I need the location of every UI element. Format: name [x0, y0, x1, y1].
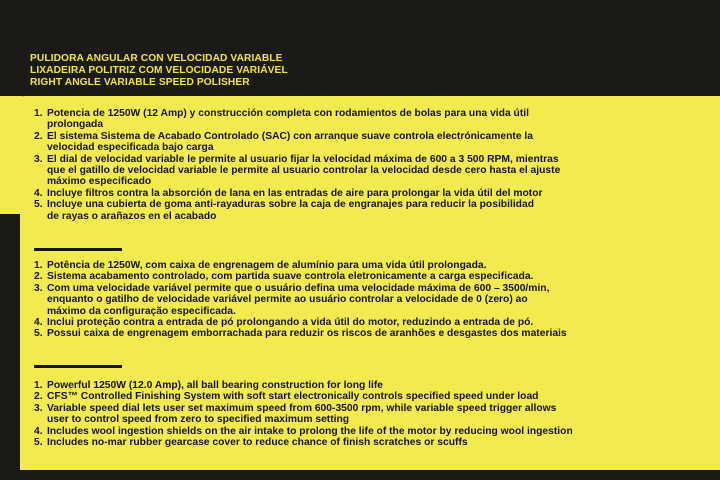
item-number: 3.: [34, 402, 43, 414]
portuguese-features: [34, 260, 714, 340]
item-line: Possui caixa de engrenagem emborrachada para reduzir os riscos de aranhões e desgastes dos materiais: [47, 328, 567, 340]
feature-list: [34, 380, 714, 448]
list-item: [34, 426, 714, 437]
list-item: [34, 380, 714, 391]
item-line: El sistema Sistema de Acabado Controlado (SAC) con arranque suave controla electrónicamente la: [47, 130, 533, 142]
feature-list: [34, 260, 714, 340]
item-number: 2.: [34, 130, 43, 142]
item-line: Com uma velocidade variável permite que o usuário defina uma velocidade máxima de 600 – 3500/min,: [47, 282, 550, 294]
item-number: 4.: [34, 425, 43, 437]
item-number: 5.: [34, 328, 43, 340]
list-item: [34, 188, 714, 199]
item-line: máximo da configuração especificada.: [47, 305, 236, 317]
item-number: 3.: [34, 282, 43, 294]
item-line: prolongada: [47, 119, 104, 131]
item-number: 2.: [34, 271, 43, 283]
list-item: [34, 437, 714, 448]
item-line: de rayas o arañazos en el acabado: [47, 210, 217, 222]
list-item: [34, 391, 714, 402]
item-line: Potencia de 1250W (12 Amp) y construcción completa con rodamientos de bolas para una vida útil: [47, 108, 529, 119]
english-features: [34, 380, 714, 448]
item-line: Powerful 1250W (12.0 Amp), all ball bearing construction for long life: [47, 380, 384, 391]
item-number: 1.: [34, 108, 43, 119]
item-line: Includes no-mar rubber gearcase cover to reduce chance of finish scratches or scuffs: [47, 437, 468, 449]
label-notch: [0, 214, 20, 470]
list-item: [34, 260, 714, 271]
spanish-features: [34, 108, 714, 222]
list-item: [34, 131, 714, 154]
item-line: velocidad especificada bajo carga: [47, 142, 214, 154]
list-item: [34, 403, 714, 426]
section-divider: [34, 365, 122, 368]
item-number: 1.: [34, 260, 43, 271]
item-number: 3.: [34, 153, 43, 165]
item-line: Potência de 1250W, com caixa de engrenagem de alumínio para uma vida útil prolongada.: [47, 260, 487, 271]
product-titles: [30, 53, 710, 89]
item-number: 4.: [34, 317, 43, 329]
feature-list: [34, 108, 714, 222]
item-line: Incluye filtros contra la absorción de lana en las entradas de aire para prolongar la vida útil del motor: [47, 187, 543, 199]
title-portuguese: LIXADEIRA POLITRIZ COM VELOCIDADE VARIÁVEL: [30, 65, 288, 76]
item-line: Incluye una cubierta de goma anti-rayaduras sobre la caja de engranajes para reducir la posibilidad: [47, 199, 534, 211]
item-line: CFS™ Controlled Finishing System with soft start electronically controls specified speed under load: [47, 391, 539, 403]
item-line: Variable speed dial lets user set maximum speed from 600-3500 rpm, while variable speed trigger allows: [47, 402, 557, 414]
item-line: Includes wool ingestion shields on the air intake to prolong the life of the motor by reducing wool ingestion: [47, 425, 573, 437]
list-item: [34, 108, 714, 131]
item-line: user to control speed from zero to specified maximum setting: [47, 414, 350, 426]
list-item: [34, 328, 714, 339]
label-tab: [0, 96, 22, 214]
title-english: RIGHT ANGLE VARIABLE SPEED POLISHER: [30, 77, 250, 88]
section-divider: [34, 248, 122, 251]
list-item: [34, 271, 714, 282]
item-line: que el gatillo de velocidad variable le permite al usuario controlar la velocidad desde cero hasta el ajuste: [47, 165, 561, 177]
item-number: 1.: [34, 380, 43, 391]
list-item: [34, 317, 714, 328]
list-item: [34, 199, 714, 222]
item-line: máximo especificado: [47, 176, 152, 188]
list-item: [34, 283, 714, 317]
item-line: El dial de velocidad variable le permite al usuario fijar la velocidad máxima de 600 a 3 500 RPM, mientras: [47, 153, 559, 165]
item-number: 5.: [34, 437, 43, 449]
item-number: 5.: [34, 199, 43, 211]
item-line: Inclui proteção contra a entrada de pó prolongando a vida útil do motor, reduzindo a entrada de pó.: [47, 317, 534, 329]
item-number: 4.: [34, 187, 43, 199]
item-line: enquanto o gatilho de velocidade variável permite ao usuário controlar a velocidade de 0 (zero) ao: [47, 294, 528, 306]
list-item: [34, 154, 714, 188]
title-spanish: PULIDORA ANGULAR CON VELOCIDAD VARIABLE: [30, 53, 283, 64]
item-line: Sistema acabamento controlado, com partida suave controla eletronicamente a carga especificada.: [47, 271, 534, 283]
item-number: 2.: [34, 391, 43, 403]
